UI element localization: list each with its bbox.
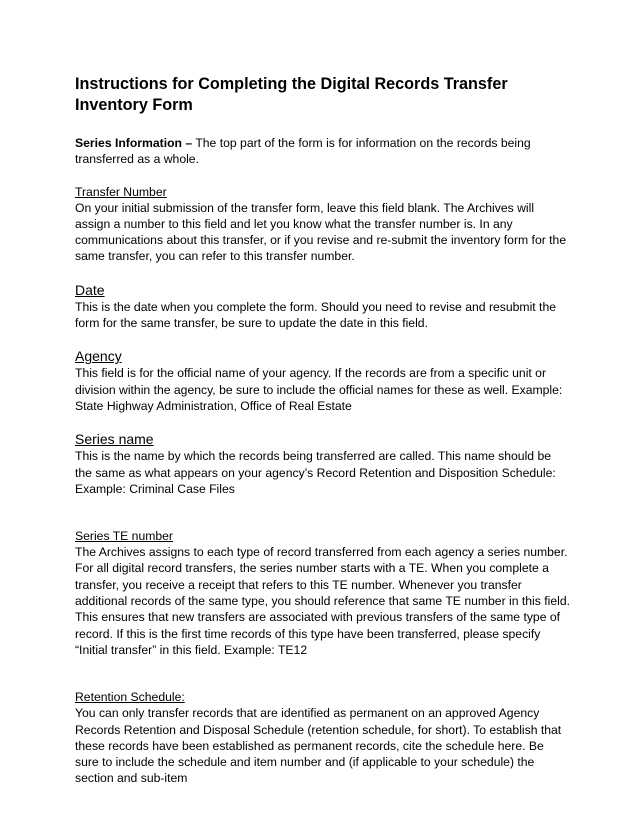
date-heading: Date — [75, 281, 105, 298]
section-retention-schedule — [75, 689, 570, 786]
transfer-number-heading: Transfer Number — [75, 184, 167, 199]
section-agency — [75, 347, 570, 414]
section-transfer-number — [75, 184, 570, 265]
section-series-te-number — [75, 528, 570, 658]
document-page — [75, 74, 570, 803]
retention-heading: Retention Schedule: — [75, 690, 185, 705]
series-te-body: The Archives assigns to each type of record transferred from each agency a series number. For all digital record transfers, the series number starts with a TE. When you complete a transfer, you receive a receipt that refers to this TE number. Whenever you transfer additional records of the same type, you should reference that same TE number in this field. This ensures that new transfers are associated with previous transfers of the same type of record. If this is the first time records of this type have been transferred, please specify “Initial transfer” in this field. Example: TE12 — [75, 545, 570, 657]
retention-body: You can only transfer records that are identified as permanent on an approved Agency Records Retention and Disposal Schedule (retention schedule, for short). To establish that these records have been established as permanent records, cite the schedule here. Be sure to include the schedule and item number and (if applicable to your schedule) the section and sub-item — [75, 706, 562, 786]
section-date — [75, 281, 570, 332]
date-body: This is the date when you complete the form. Should you need to revise and resubmit the form for the same transfer, be sure to update the date in this field. — [75, 299, 557, 331]
transfer-number-body: On your initial submission of the transfer form, leave this field blank. The Archives will assign a number to this field and let you know what the transfer number is. In any communications about this transfer, or if you revise and re-submit the inventory form for the same transfer, you can refer to this transfer number. — [75, 200, 567, 264]
agency-body: This field is for the official name of your agency. If the records are from a specific unit or division within the agency, be sure to include the official names for these as well. Example: State Highway Administration, Office of Real Estate — [75, 366, 563, 413]
section-series-name — [75, 430, 570, 497]
agency-heading: Agency — [75, 348, 122, 365]
series-information-lead: Series Information – — [75, 136, 193, 150]
series-information-intro — [75, 135, 570, 168]
page-title: Instructions for Completing the Digital Records Transfer Inventory Form — [75, 75, 508, 114]
series-te-heading: Series TE number — [75, 529, 173, 544]
series-information-text: The top part of the form is for information on the records being transferred as a whole. — [75, 136, 531, 167]
series-name-heading: Series name — [75, 431, 154, 448]
series-name-body: This is the name by which the records being transferred are called. This name should be the same as what appears on your agency’s Record Retention and Disposition Schedule: Example: Criminal Case Files — [75, 449, 556, 496]
